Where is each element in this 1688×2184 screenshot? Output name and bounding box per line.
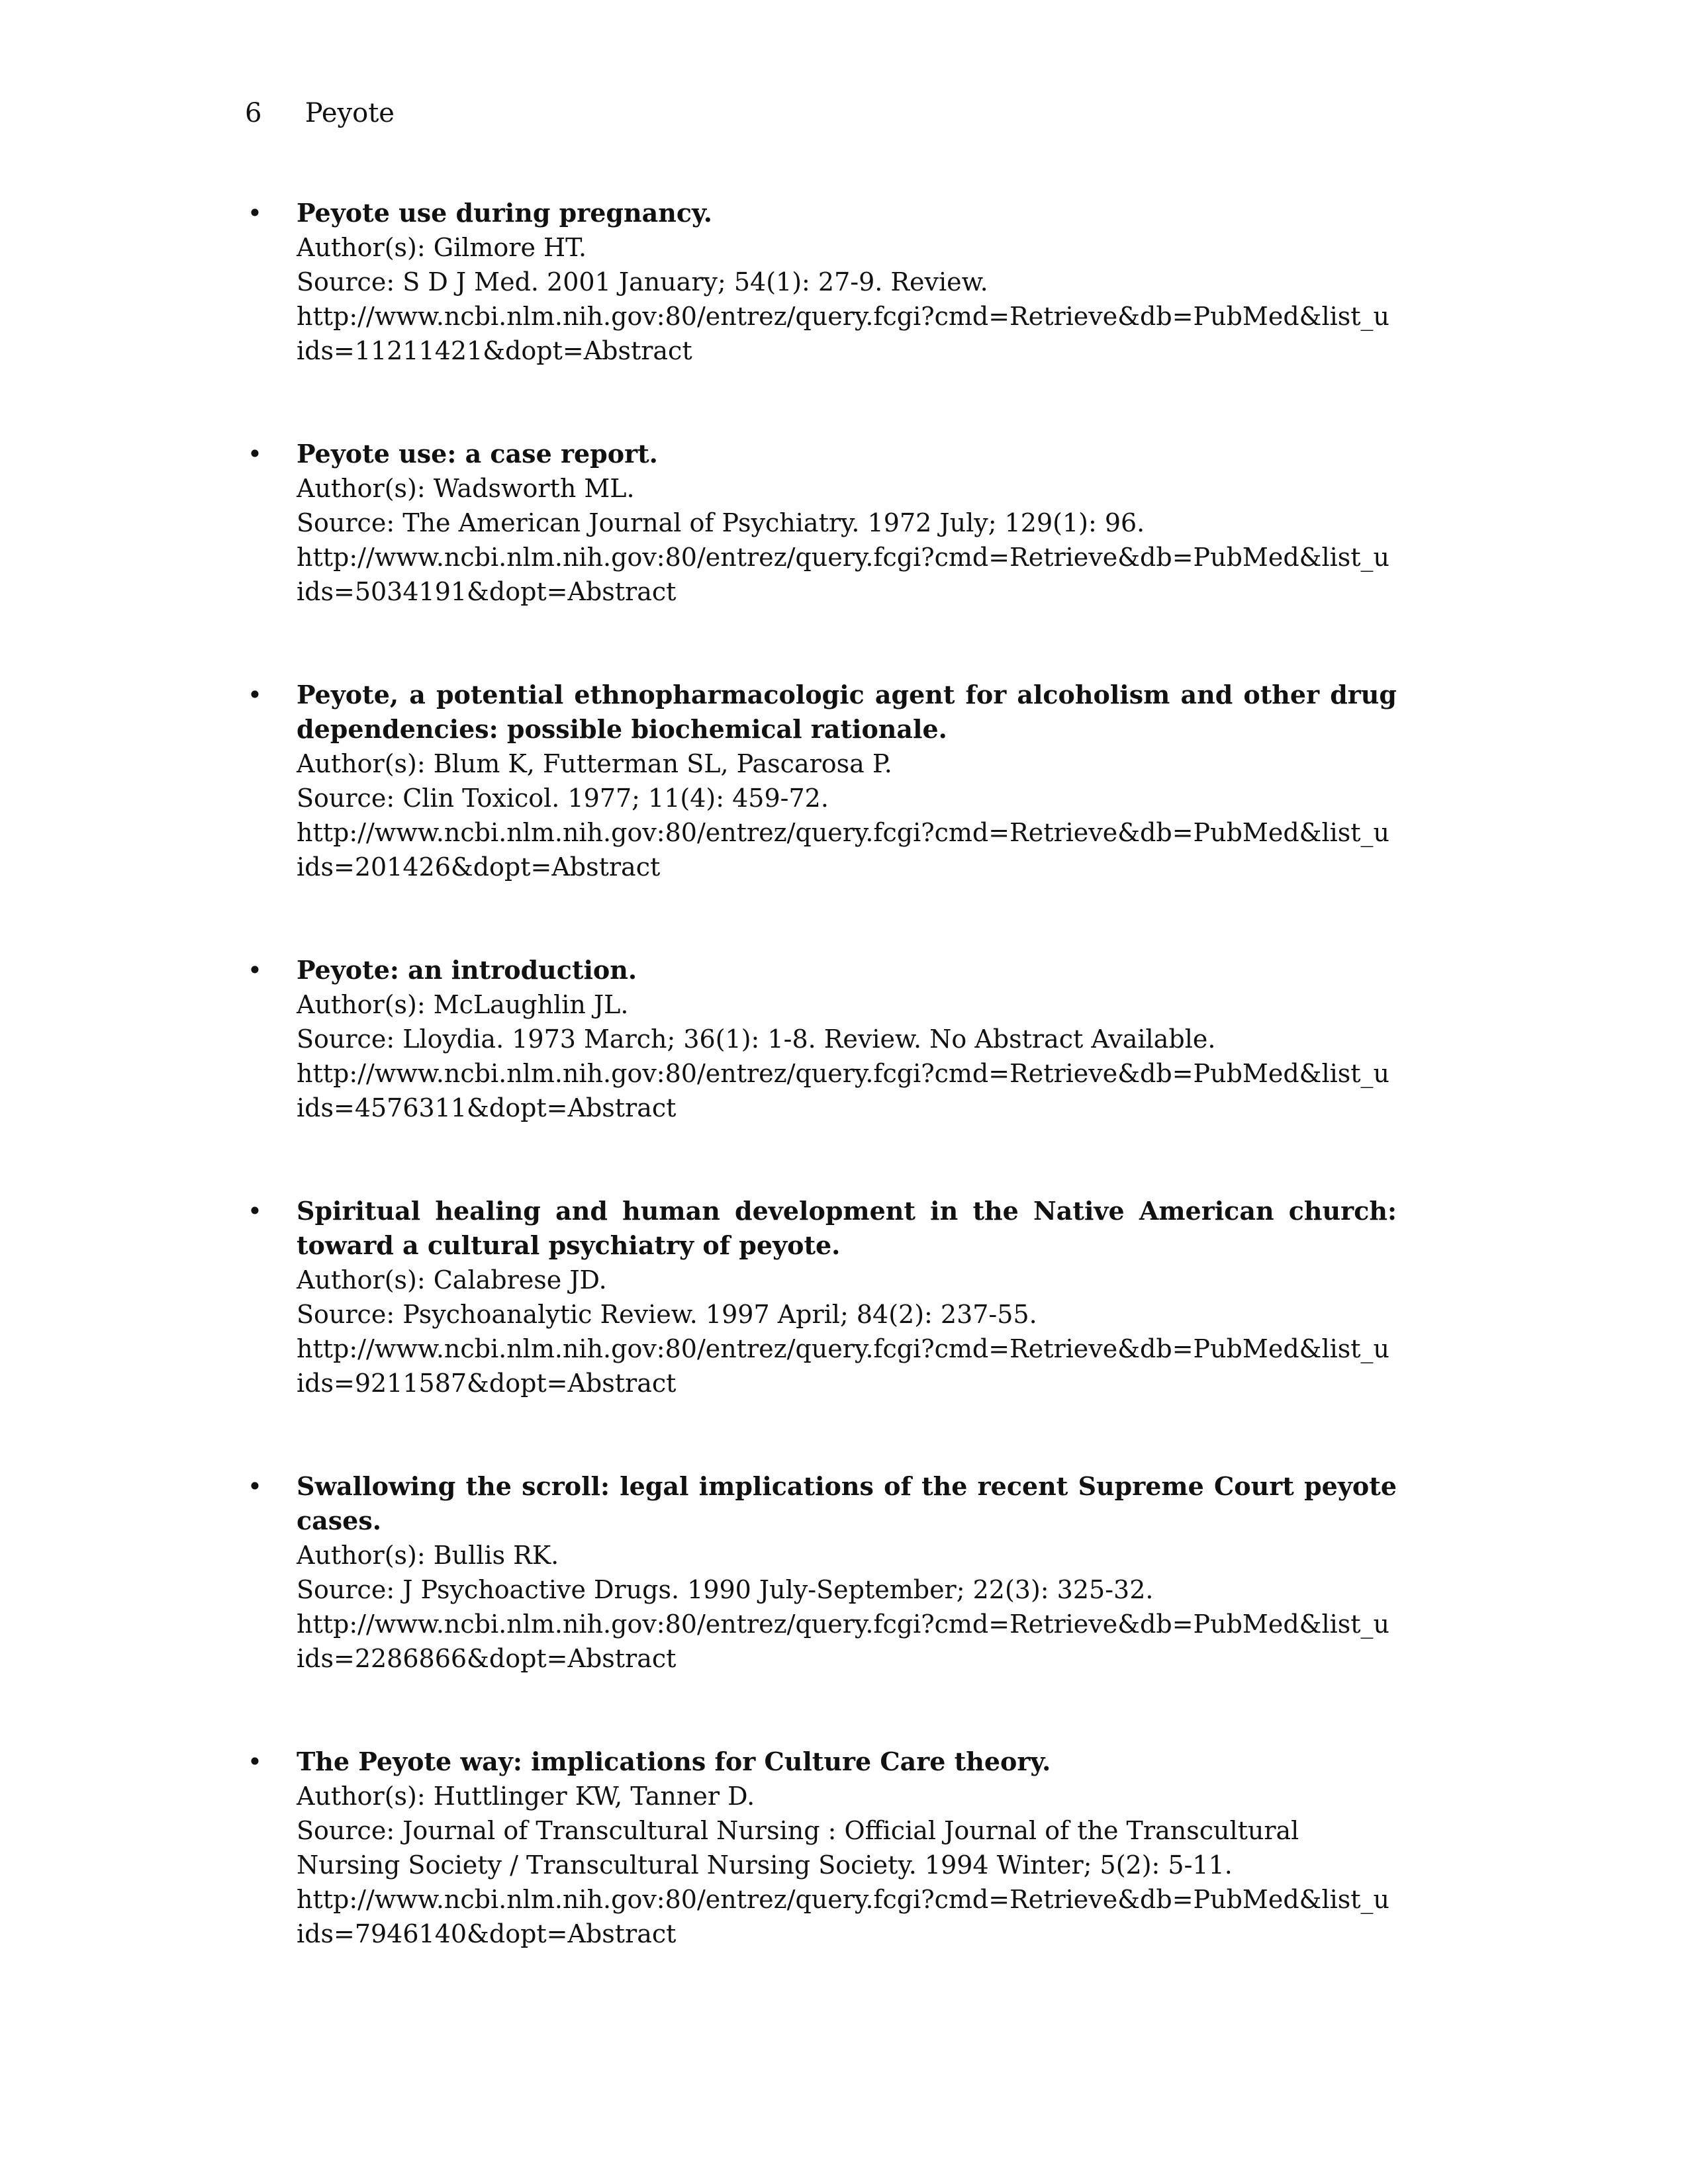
reference-title: Spiritual healing and human development in the Native American church: toward a cultural psychiatry of peyote. [297, 1196, 1397, 1260]
reference-url-link[interactable]: http://www.ncbi.nlm.nih.gov:80/entrez/query.fcgi?cmd=Retrieve&db=PubMed&list_uids=7946140&dopt=Abstract [297, 1885, 1390, 1948]
reference-authors: Author(s): Gilmore HT. [297, 233, 587, 262]
reference-item [245, 196, 1397, 368]
reference-url-link[interactable]: http://www.ncbi.nlm.nih.gov:80/entrez/query.fcgi?cmd=Retrieve&db=PubMed&list_uids=9211587&dopt=Abstract [297, 1334, 1390, 1398]
bullet-icon: • [247, 956, 263, 985]
reference-list [245, 196, 1397, 2020]
page-number: 6 [245, 98, 262, 128]
reference-title: Peyote: an introduction. [297, 955, 637, 985]
reference-source: Source: The American Journal of Psychiatry. 1972 July; 129(1): 96. [297, 508, 1145, 537]
reference-url-link[interactable]: http://www.ncbi.nlm.nih.gov:80/entrez/query.fcgi?cmd=Retrieve&db=PubMed&list_uids=2286866&dopt=Abstract [297, 1610, 1390, 1673]
reference-url-link[interactable]: http://www.ncbi.nlm.nih.gov:80/entrez/query.fcgi?cmd=Retrieve&db=PubMed&list_uids=4576311&dopt=Abstract [297, 1059, 1390, 1122]
reference-authors: Author(s): Calabrese JD. [297, 1265, 607, 1295]
reference-source: Source: S D J Med. 2001 January; 54(1): 27-9. Review. [297, 267, 988, 296]
reference-source: Source: J Psychoactive Drugs. 1990 July-September; 22(3): 325-32. [297, 1575, 1154, 1604]
reference-authors: Author(s): Wadsworth ML. [297, 474, 635, 503]
reference-source: Source: Psychoanalytic Review. 1997 April; 84(2): 237-55. [297, 1300, 1037, 1329]
bullet-icon: • [247, 199, 263, 228]
reference-title: Peyote use: a case report. [297, 439, 658, 469]
reference-title: The Peyote way: implications for Culture Care theory. [297, 1747, 1051, 1776]
reference-item [245, 1469, 1397, 1676]
reference-title: Peyote, a potential ethnopharmacologic agent for alcoholism and other drug dependencies: possible biochemical rationale. [297, 680, 1397, 744]
reference-item [245, 437, 1397, 609]
reference-source: Source: Journal of Transcultural Nursing : Official Journal of the Transcultural Nursing Society / Transcultural Nursing Society. 1994 Winter; 5(2): 5-11. [297, 1816, 1299, 1880]
reference-authors: Author(s): McLaughlin JL. [297, 990, 629, 1019]
reference-source: Source: Lloydia. 1973 March; 36(1): 1-8. Review. No Abstract Available. [297, 1024, 1216, 1054]
reference-item [245, 1745, 1397, 1951]
running-title: Peyote [305, 98, 395, 128]
reference-source: Source: Clin Toxicol. 1977; 11(4): 459-72. [297, 784, 829, 813]
bullet-icon: • [247, 680, 263, 709]
reference-url-link[interactable]: http://www.ncbi.nlm.nih.gov:80/entrez/query.fcgi?cmd=Retrieve&db=PubMed&list_uids=201426&dopt=Abstract [297, 818, 1390, 882]
reference-authors: Author(s): Blum K, Futterman SL, Pascarosa P. [297, 749, 892, 778]
reference-title: Swallowing the scroll: legal implications of the recent Supreme Court peyote cases. [297, 1471, 1397, 1535]
bullet-icon: • [247, 1197, 263, 1226]
bullet-icon: • [247, 1472, 263, 1501]
reference-title: Peyote use during pregnancy. [297, 198, 712, 228]
reference-authors: Author(s): Huttlinger KW, Tanner D. [297, 1782, 755, 1811]
reference-item [245, 678, 1397, 884]
reference-item [245, 1194, 1397, 1400]
reference-item [245, 953, 1397, 1125]
page-header [245, 96, 395, 130]
reference-url-link[interactable]: http://www.ncbi.nlm.nih.gov:80/entrez/query.fcgi?cmd=Retrieve&db=PubMed&list_uids=11211421&dopt=Abstract [297, 302, 1390, 365]
reference-authors: Author(s): Bullis RK. [297, 1541, 559, 1570]
bullet-icon: • [247, 1747, 263, 1776]
bullet-icon: • [247, 439, 263, 469]
reference-url-link[interactable]: http://www.ncbi.nlm.nih.gov:80/entrez/query.fcgi?cmd=Retrieve&db=PubMed&list_uids=5034191&dopt=Abstract [297, 543, 1390, 606]
